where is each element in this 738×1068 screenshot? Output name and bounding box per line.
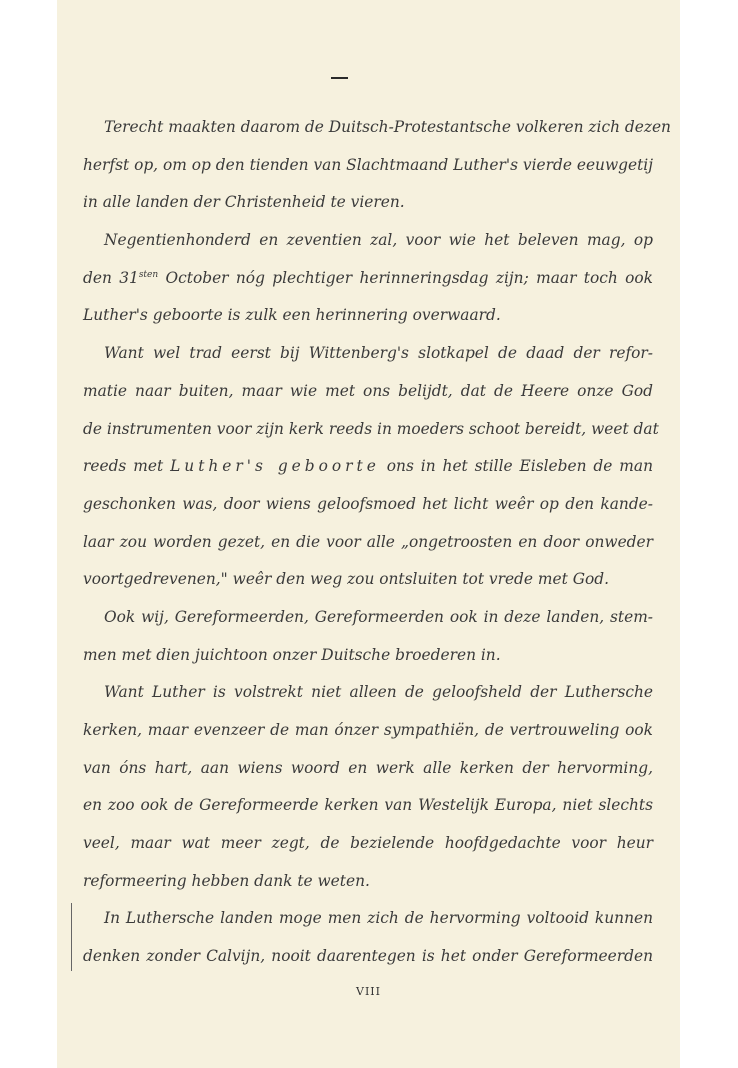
line-end: ons in het stille Eisleben de man xyxy=(386,457,653,476)
text-line: van óns hart, aan wiens woord en werk alle kerken der hervorming, xyxy=(83,758,653,777)
spaced-emphasis: Luther's geboorte xyxy=(170,457,380,476)
text-line: denken zonder Calvijn, nooit daarentegen is het onder Gereformeerden xyxy=(83,947,653,966)
text-line: laar zou worden gezet, en die voor alle „ongetroosten en door onweder xyxy=(83,532,653,551)
text-line-with-emphasis xyxy=(83,448,653,486)
text-line: Ook wij, Gereformeerden, Gereformeerden ook in deze landen, stem- xyxy=(104,607,653,626)
text-line: en zoo ook de Gereformeerde kerken van Westelijk Europa, niet slechts xyxy=(83,796,653,815)
paragraph-5 xyxy=(83,674,653,900)
text-line: In Luthersche landen moge men zich de hervorming voltooid kunnen xyxy=(104,909,653,928)
text-line: reformeering hebben dank te weten. xyxy=(83,871,370,890)
paragraph-3 xyxy=(83,335,659,599)
text-line: kerken, maar evenzeer de man ónzer sympathiën, de vertrouweling ook xyxy=(83,721,653,739)
page-number: VIII xyxy=(356,985,381,998)
paragraph-4 xyxy=(83,599,653,674)
date-text: den 31 xyxy=(83,268,139,287)
text-line: Negentienhonderd en zeventien zal, voor wie het beleven mag, op xyxy=(104,231,653,250)
text-line: Terecht maakten daarom de Duitsch-Protestantsche volkeren zich dezen xyxy=(104,118,671,136)
text-line: de instrumenten voor zijn kerk reeds in moeders schoot bereidt, weet dat xyxy=(83,419,659,438)
line-remainder: October nóg plechtiger herinneringsdag zijn; maar toch ook xyxy=(158,268,653,287)
text-line: in alle landen der Christenheid te vieren. xyxy=(83,193,405,212)
text-line: herfst op, om op den tienden van Slachtmaand Luther's vierde eeuwgetij xyxy=(83,155,653,174)
body-text xyxy=(83,109,671,976)
text-line: Want Luther is volstrekt niet alleen de geloofsheld der Luthersche xyxy=(104,683,653,702)
text-line: veel, maar wat meer zegt, de bezielende hoofdgedachte voor heur xyxy=(83,834,653,853)
text-line: geschonken was, door wiens geloofsmoed het licht weêr op den kande- xyxy=(83,494,653,513)
text-line: Want wel trad eerst bij Wittenberg's slotkapel de daad der refor- xyxy=(104,344,653,363)
book-page xyxy=(57,0,680,1068)
text-line: voortgedrevenen," weêr den weg zou ontsluiten tot vrede met God. xyxy=(83,570,609,589)
text-line: Luther's geboorte is zulk een herinnering overwaard. xyxy=(83,306,501,325)
top-dash-ornament xyxy=(331,77,348,79)
paragraph-2 xyxy=(83,222,653,335)
date-superscript: sten xyxy=(138,269,159,280)
text-line: matie naar buiten, maar wie met ons belijdt, dat de Heere onze God xyxy=(83,381,653,400)
margin-mark xyxy=(71,903,72,971)
text-line: men met dien juichtoon onzer Duitsche broederen in. xyxy=(83,645,501,664)
paragraph-6 xyxy=(83,900,653,975)
paragraph-1 xyxy=(83,109,671,222)
text-line-with-superscript xyxy=(83,260,653,298)
line-start: reeds met xyxy=(83,457,164,476)
